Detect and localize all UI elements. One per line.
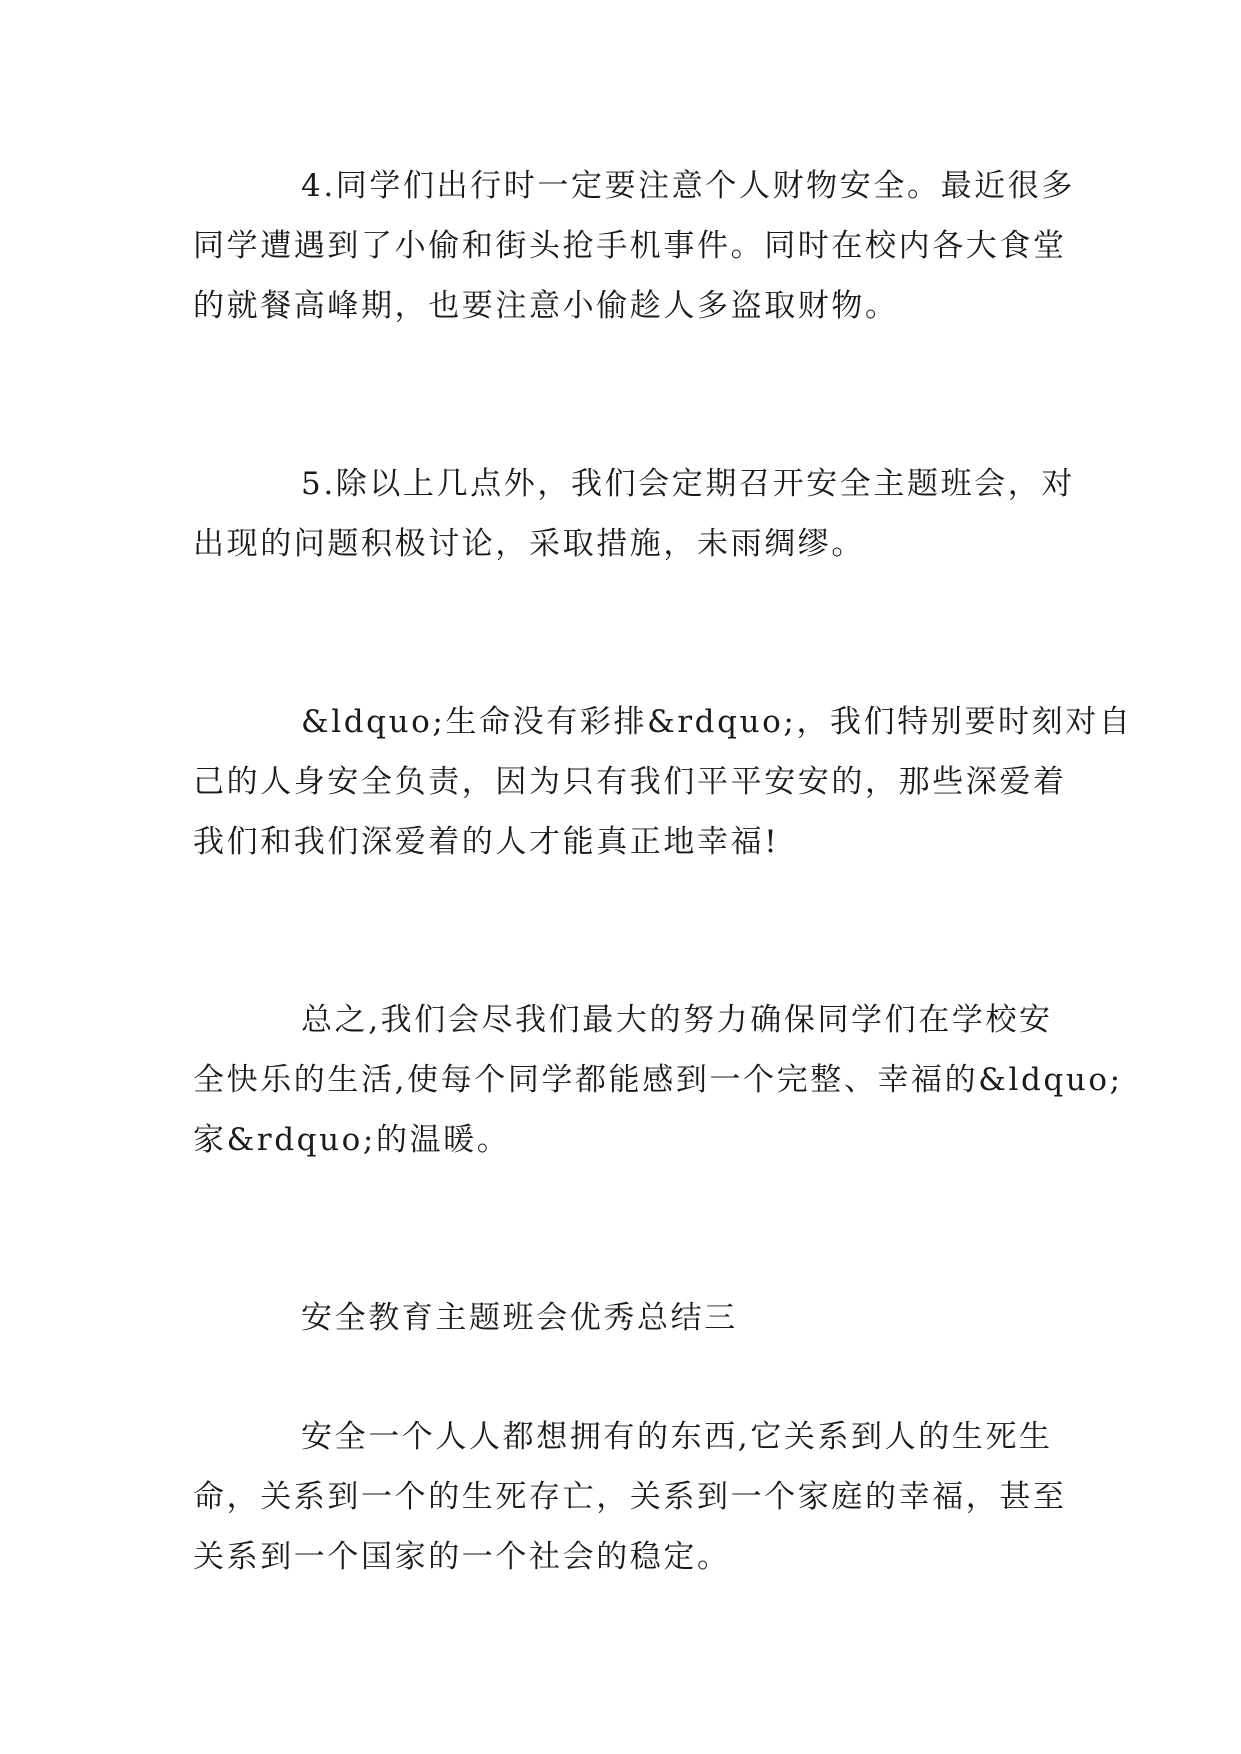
paragraph-4-line-1: 总之,我们会尽我们最大的努力确保同学们在学校安 — [301, 1002, 1053, 1038]
paragraph-4-line-3: 家&rdquo;的温暖。 — [193, 1122, 511, 1158]
paragraph-6-line-1: 安全一个人人都想拥有的东西,它关系到人的生死生 — [301, 1419, 1053, 1455]
paragraph-1-line-3: 的就餐高峰期，也要注意小偷趁人多盗取财物。 — [193, 288, 899, 324]
paragraph-2-line-2: 出现的问题积极讨论，采取措施，未雨绸缪。 — [193, 526, 865, 562]
paragraph-1-line-1: 4.同学们出行时一定要注意个人财物安全。最近很多 — [301, 168, 1075, 204]
section-heading: 安全教育主题班会优秀总结三 — [301, 1300, 738, 1336]
paragraph-3-line-1: &ldquo;生命没有彩排&rdquo;，我们特别要时刻对自 — [301, 704, 1133, 740]
paragraph-2-line-1: 5.除以上几点外，我们会定期召开安全主题班会，对 — [301, 466, 1075, 502]
paragraph-3-line-3: 我们和我们深爱着的人才能真正地幸福! — [193, 824, 780, 860]
paragraph-6-line-3: 关系到一个国家的一个社会的稳定。 — [193, 1539, 731, 1575]
paragraph-3-line-2: 己的人身安全负责，因为只有我们平平安安的，那些深爱着 — [193, 764, 1067, 800]
paragraph-6-line-2: 命，关系到一个的生死存亡，关系到一个家庭的幸福，甚至 — [193, 1479, 1067, 1515]
paragraph-1-line-2: 同学遭遇到了小偷和街头抢手机事件。同时在校内各大食堂 — [193, 228, 1067, 264]
paragraph-4-line-2: 全快乐的生活,使每个同学都能感到一个完整、幸福的&ldquo; — [193, 1062, 1123, 1098]
